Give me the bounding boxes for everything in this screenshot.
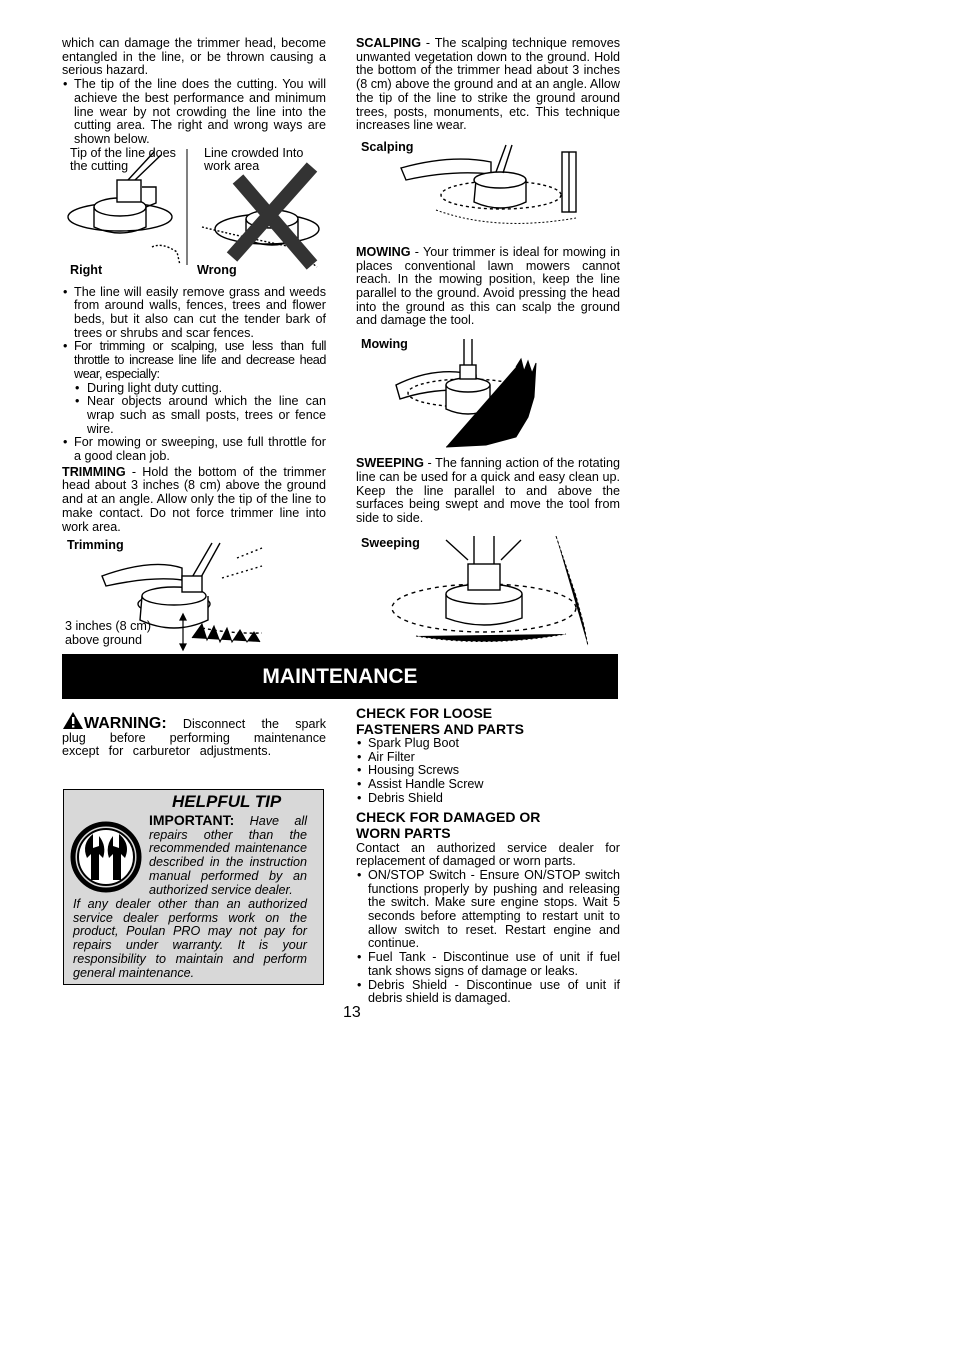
trimming-height-note: 3 inches (8 cm) above ground [65, 619, 152, 647]
scalping-figure [356, 140, 620, 244]
helpful-tip-title: HELPFUL TIP [172, 792, 282, 811]
warning-block [62, 711, 326, 759]
list-item: • Debris Shield - Discontinue use of unit if debris shield is damaged. [356, 979, 620, 1006]
list-item: • The line will easily remove grass and weeds from around walls, fences, trees and flower beds, but it also can cut the tender bark of trees or shrubs and scar fences. [62, 286, 326, 341]
tip-important-label: IMPORTANT: [149, 812, 235, 828]
fig-caption-right: Line crowded Into work area [204, 145, 304, 174]
scalping-illustration [356, 140, 620, 244]
list-item: • Air Filter [356, 751, 620, 765]
right-column [356, 37, 620, 651]
tip-important-text: Have all repairs other than the recommended maintenance described in the instruction manual performed by an authorized service dealer. [149, 814, 307, 897]
tips-list-2 [62, 286, 326, 464]
tips-list-1 [62, 78, 326, 147]
trimming-figure [62, 538, 326, 658]
sweeping-paragraph [356, 457, 620, 526]
list-item: • During light duty cutting. [62, 382, 326, 396]
right-wrong-figure [62, 147, 326, 277]
sweeping-text: - The fanning action of the rotating line can be used for a quick and easy clean up. Keep the line parallel to and above the surfaces being swept and move the tool from side to side. [356, 456, 620, 525]
mowing-label: MOWING [356, 244, 411, 259]
list-item: • Near objects around which the line can wrap such as small posts, trees or fence wire. [62, 395, 326, 436]
list-item: • Spark Plug Boot [356, 737, 620, 751]
mowing-paragraph [356, 246, 620, 328]
check-damaged-heading: CHECK FOR DAMAGED OR WORN PARTS [356, 808, 541, 841]
scalping-paragraph [356, 37, 620, 133]
fig-label-wrong: Wrong [197, 262, 237, 277]
fig-label-right: Right [70, 262, 103, 277]
intro-paragraph: which can damage the trimmer head, become entangled in the line, or be thrown causing a serious hazard. [62, 36, 326, 78]
trimming-label: TRIMMING [62, 464, 126, 479]
height-arrow [180, 614, 186, 650]
maintenance-section-header: MAINTENANCE [62, 654, 618, 699]
check-loose-list [356, 737, 620, 806]
warning-title: WARNING: [84, 715, 167, 732]
list-item: • Fuel Tank - Discontinue use of unit if fuel tank shows signs of damage or leaks. [356, 951, 620, 978]
scalping-label: SCALPING [356, 36, 422, 50]
sweeping-figure [356, 536, 620, 651]
fig-label-sweeping: Sweeping [361, 535, 420, 550]
page-number: 13 [343, 1004, 361, 1021]
scalping-text: - The scalping technique removes unwanted vegetation down to the ground. Hold the bottom of the trimmer head about 3 inches (8 cm) above the ground and at an angle. Allow the tip of the line to strike the ground around trees, posts, monuments, etc. This technique increases line wear. [356, 36, 620, 133]
list-item: • Housing Screws [356, 764, 620, 778]
fig-label-mowing: Mowing [361, 337, 408, 352]
check-damaged-list [356, 869, 620, 1006]
trimming-text: - Hold the bottom of the trimmer head about 3 inches (8 cm) above the ground and at an angle. Allow only the tip of the line to make contact. Do not force trimmer line into work area. [62, 464, 326, 534]
mowing-text: - Your trimmer is ideal for mowing in places conventional lawn mowers cannot reach. In the mowing position, keep the line parallel to the ground. Avoid pressing the head into the ground as this can scalp the ground and damage the tool. [356, 244, 620, 328]
fig-caption-left: Tip of the line does the cutting [70, 145, 176, 174]
list-item: • For trimming or scalping, use less than full throttle to increase line life and decrease head wear, especially: [62, 340, 326, 381]
sweeping-label: SWEEPING [356, 456, 424, 471]
list-item: • ON/STOP Switch - Ensure ON/STOP switch functions properly by pushing and releasing the switch. Make sure engine stops. Wait 5 seconds before attempting to restart unit to allow switch to reset. Restart engine and continue. [356, 869, 620, 951]
trimming-paragraph [62, 466, 326, 535]
tip-important-paragraph [149, 814, 307, 897]
wrench-icon [69, 820, 143, 894]
mowing-illustration [356, 337, 620, 457]
tip-warranty-paragraph: If any dealer other than an authorized service dealer performs work on the product, Poulan PRO may not pay for repairs under warranty. It is your responsibility to maintain and perform general maintenance. [73, 897, 307, 980]
list-item: • Assist Handle Screw [356, 778, 620, 792]
list-item: • Debris Shield [356, 792, 620, 806]
right-wrong-illustration [62, 147, 326, 277]
warning-triangle-icon [62, 711, 84, 730]
warning-text: Disconnect the spark plug before performing maintenance except for carburetor adjustments. [62, 717, 326, 759]
maintenance-checks [356, 703, 620, 1006]
mowing-figure [356, 337, 620, 457]
check-loose-heading: CHECK FOR LOOSE FASTENERS AND PARTS [356, 705, 525, 737]
list-item: • The tip of the line does the cutting. You will achieve the best performance and minimum line wear by not crowding the line into the cutting area. The right and wrong ways are shown below. [62, 78, 326, 147]
left-column [62, 37, 326, 658]
sweeping-illustration [356, 536, 620, 651]
fig-label-trimming: Trimming [67, 538, 124, 553]
helpful-tip-box [63, 789, 324, 985]
trimmer-head-right [68, 152, 180, 265]
check-damaged-intro: Contact an authorized service dealer for replacement of damaged or worn parts. [356, 840, 620, 869]
fig-label-scalping: Scalping [361, 139, 414, 154]
list-item: • For mowing or sweeping, use full throttle for a good clean job. [62, 436, 326, 463]
